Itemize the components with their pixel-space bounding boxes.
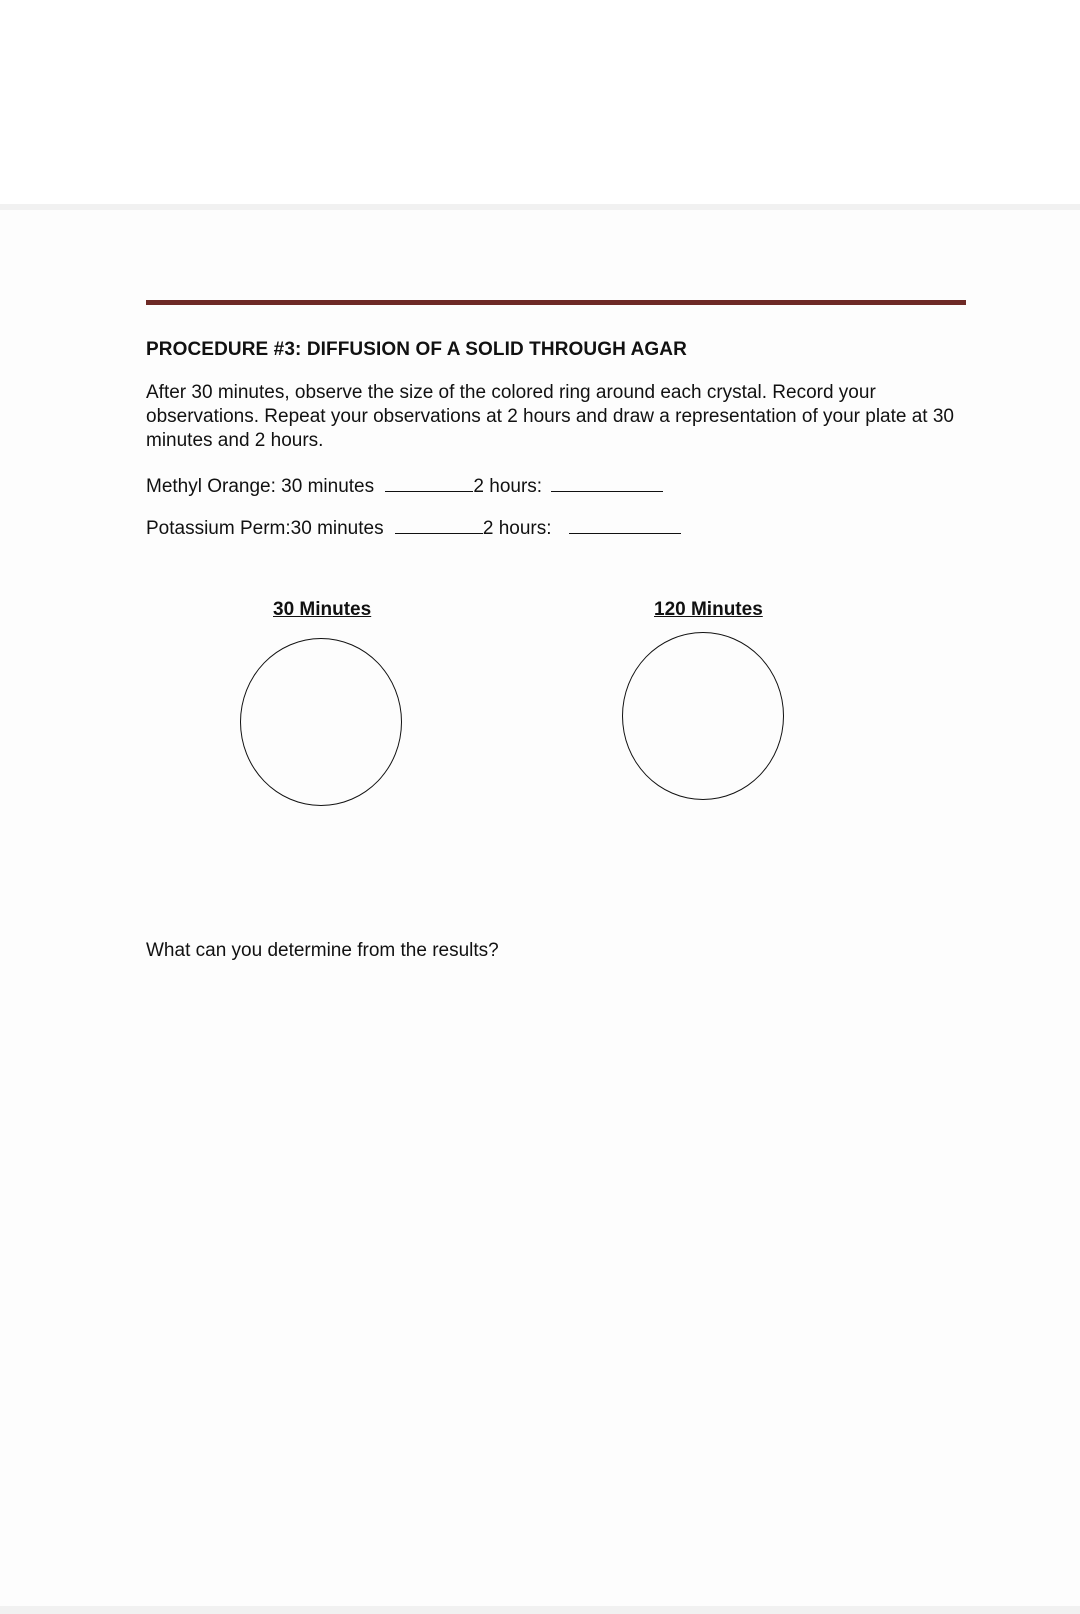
potassium-perm-2h-blank[interactable] [569,515,681,534]
potassium-perm-label: Potassium Perm:30 minutes [146,518,384,539]
plate-120-minutes-circle[interactable] [622,632,784,800]
methyl-orange-label: Methyl Orange: 30 minutes [146,476,375,497]
methyl-orange-2h-blank[interactable] [551,473,663,492]
plate-30-minutes-circle[interactable] [240,638,402,806]
top-margin [0,0,1080,206]
methyl-orange-row [146,473,663,498]
methyl-orange-30min-blank[interactable] [385,473,473,492]
plate-30-minutes-label: 30 Minutes [273,599,372,620]
procedure-instructions: After 30 minutes, observe the size of the colored ring around each crystal. Record your observations. Repeat your observations at 2 hours and draw a representation of your plate at 30 minutes and 2 hours. [146,382,954,451]
potassium-perm-2h-label: 2 hours: [482,518,552,539]
plate-120-minutes-label: 120 Minutes [654,599,763,620]
methyl-orange-2h-label: 2 hours: [473,476,543,497]
potassium-perm-30min-blank[interactable] [395,515,483,534]
results-question: What can you determine from the results? [146,940,499,961]
potassium-perm-row [146,515,681,540]
procedure-heading: PROCEDURE #3: DIFFUSION OF A SOLID THROUGH AGAR [146,339,687,360]
page-edge-bottom [0,1606,1080,1614]
header-rule [146,300,966,305]
